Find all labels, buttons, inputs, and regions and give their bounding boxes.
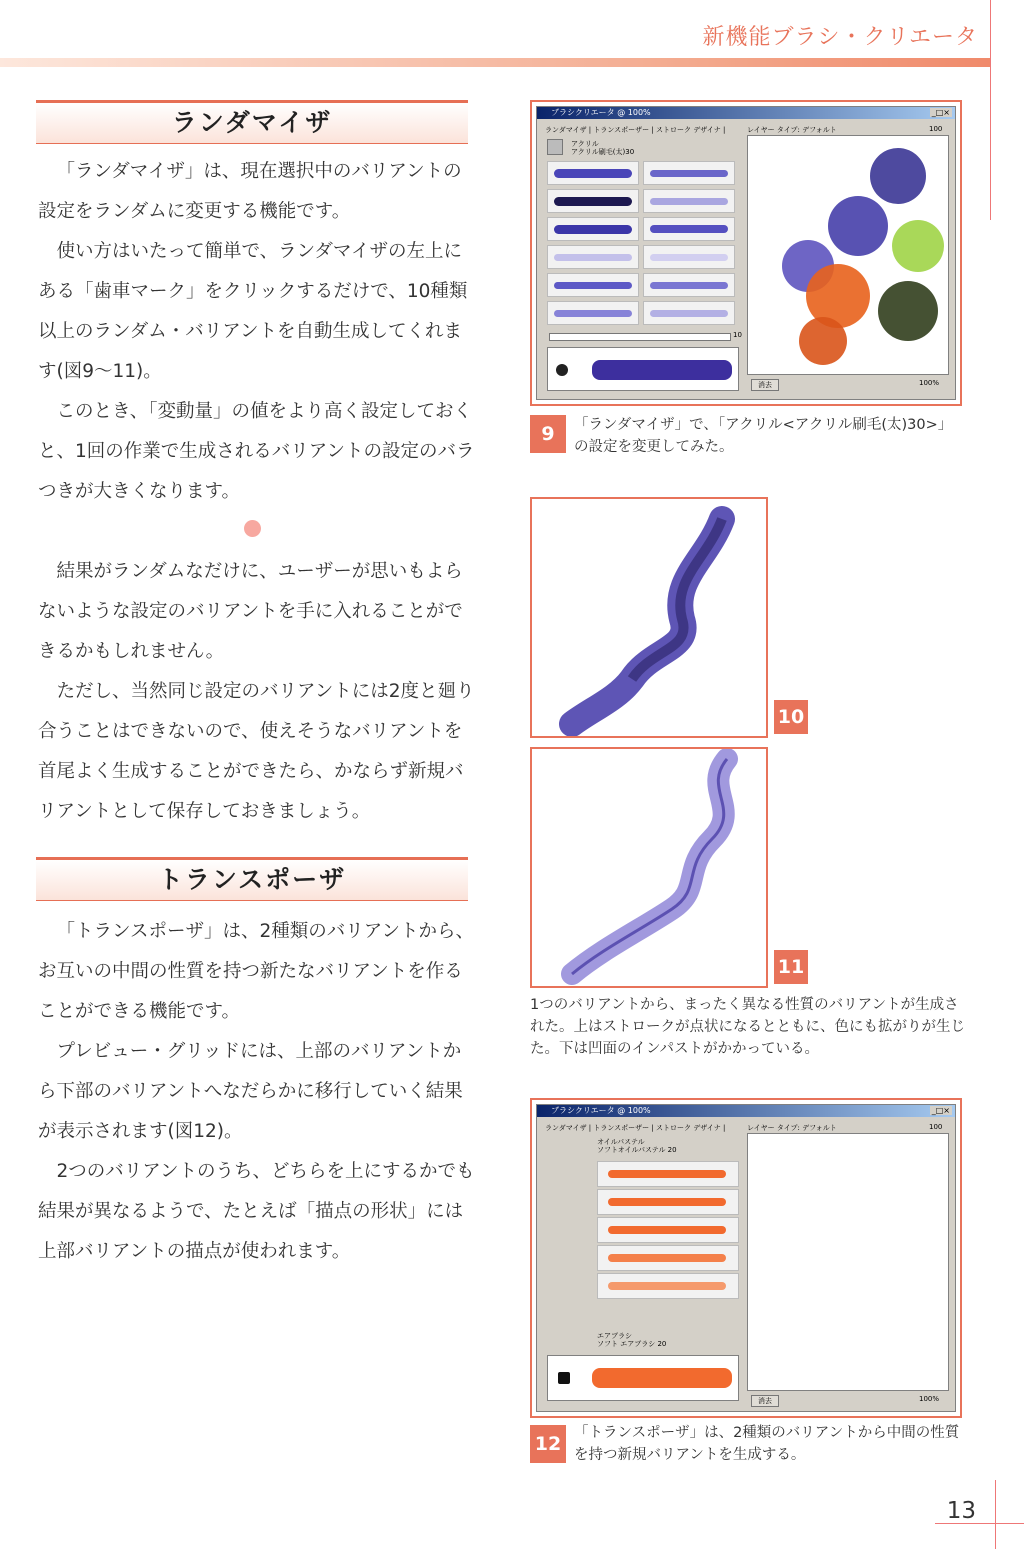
scratch-pad[interactable] — [747, 135, 949, 375]
transposer-body — [38, 912, 478, 1272]
randomizer-body — [38, 152, 478, 512]
variant-name: アクリル刷毛(太)30 — [571, 148, 635, 156]
stroke-preview — [547, 1355, 739, 1401]
stroke-blob — [878, 281, 938, 341]
zoom-value: 100% — [919, 1395, 940, 1403]
variant-cell[interactable] — [643, 301, 735, 325]
variant-cell[interactable] — [547, 217, 639, 241]
top-variant-name: ソフトオイルパステル 20 — [597, 1146, 677, 1154]
window-controls[interactable]: _□× — [931, 1106, 950, 1115]
figure-number: 11 — [774, 950, 808, 984]
variant-cell[interactable] — [643, 161, 735, 185]
randomizer-body-2 — [38, 552, 478, 832]
window-title: ブラシクリエータ @ 100% — [537, 107, 955, 119]
transposer-cell[interactable] — [597, 1217, 739, 1243]
paragraph: プレビュー・グリッドには、上部のバリアントから下部のバリアントへなだらかに移行していく結果が表示されます(図12)。 — [38, 1041, 463, 1142]
transposer-cell[interactable] — [597, 1273, 739, 1299]
window-title: ブラシクリエータ @ 100% — [537, 1105, 955, 1117]
scratch-pad[interactable] — [747, 1133, 949, 1391]
stroke-preview — [547, 347, 739, 391]
bottom-variant-name: ソフト エアブラシ 20 — [597, 1340, 667, 1348]
clear-button[interactable]: 消去 — [751, 379, 779, 391]
variant-cell[interactable] — [547, 245, 639, 269]
clear-button[interactable]: 消去 — [751, 1395, 779, 1407]
figure-11 — [530, 747, 768, 988]
figure-12 — [530, 1098, 962, 1418]
preview-stroke — [592, 1368, 732, 1388]
crop-mark-line — [995, 1480, 996, 1549]
section-heading-randomizer: ランダマイザ — [36, 100, 468, 144]
paragraph: 使い方はいたって簡単で、ランダマイザの左上にある「歯車マーク」をクリックするだけで、10種類以上のランダム・バリアントを自動生成してくれます(図9〜11)。 — [38, 241, 468, 382]
tab-bar[interactable]: ランダマイザ | トランスポーザー | ストローク デザイナ | — [545, 1124, 726, 1132]
layer-type-label: レイヤー タイプ: デフォルト — [747, 126, 837, 134]
variant-cell[interactable] — [643, 245, 735, 269]
dotted-stroke-image — [532, 499, 766, 736]
stroke-blob — [870, 148, 926, 204]
transposer-cell[interactable] — [597, 1161, 739, 1187]
crop-mark-line — [990, 0, 991, 220]
separator-dot — [244, 520, 261, 537]
gear-icon[interactable] — [547, 139, 563, 155]
transposer-cell[interactable] — [597, 1245, 739, 1271]
bottom-variant-category: エアブラシ — [597, 1332, 632, 1340]
section-heading-transposer: トランスポーザ — [36, 857, 468, 901]
stroke-blob — [799, 317, 847, 365]
brush-creator-window — [536, 1104, 956, 1412]
page-number: 13 — [946, 1498, 976, 1524]
variant-cell[interactable] — [547, 189, 639, 213]
preview-stroke — [592, 360, 732, 380]
slider-value: 10 — [733, 331, 742, 339]
dab-shape — [556, 364, 568, 376]
impasto-stroke-image — [532, 749, 766, 986]
paragraph: 結果がランダムなだけに、ユーザーが思いもよらないような設定のバリアントを手に入れることができるかもしれません。 — [38, 561, 463, 662]
size-value: 100 — [929, 1123, 943, 1131]
zoom-value: 100% — [919, 379, 940, 387]
paragraph: このとき、「変動量」の値をより高く設定しておくと、1回の作業で生成されるバリアントの設定のバラつきが大きくなります。 — [38, 401, 475, 502]
variance-slider[interactable] — [549, 333, 731, 341]
running-header: 新機能ブラシ・クリエータ — [702, 25, 978, 50]
brush-creator-window — [536, 106, 956, 400]
figure-9 — [530, 100, 962, 406]
top-variant-category: オイルパステル — [597, 1138, 645, 1146]
window-controls[interactable]: _□× — [931, 108, 950, 117]
variant-cell[interactable] — [547, 273, 639, 297]
stroke-blob — [892, 220, 944, 272]
variant-cell[interactable] — [547, 301, 639, 325]
header-rule — [0, 58, 990, 67]
size-value: 100 — [929, 125, 943, 133]
figure-caption: 1つのバリアントから、まったく異なる性質のバリアントが生成された。上はストロークが点状になるとともに、色にも拡がりが生じた。下は凹面のインパストがかかっている。 — [530, 997, 965, 1057]
scratch-pad-strokes — [748, 136, 948, 374]
figure-caption: 「ランダマイザ」で、「アクリル<アクリル刷毛(太)30>」の設定を変更してみた。 — [574, 417, 953, 455]
figure-caption: 「トランスポーザ」は、2種類のバリアントから中間の性質を持つ新規バリアントを生成する。 — [574, 1425, 960, 1463]
figure-number: 10 — [774, 700, 808, 734]
figure-number: 9 — [530, 415, 566, 453]
figure-10 — [530, 497, 768, 738]
figure-number: 12 — [530, 1425, 566, 1463]
tab-bar[interactable]: ランダマイザ | トランスポーザー | ストローク デザイナ | — [545, 126, 726, 134]
paragraph: 「ランダマイザ」は、現在選択中のバリアントの設定をランダムに変更する機能です。 — [38, 161, 462, 222]
paragraph: 2つのバリアントのうち、どちらを上にするかでも結果が異なるようで、たとえば「描点の形状」には上部バリアントの描点が使われます。 — [38, 1161, 475, 1262]
stroke-blob — [828, 196, 888, 256]
variant-category: アクリル — [571, 140, 599, 148]
stroke-path — [572, 759, 727, 974]
variant-cell[interactable] — [643, 273, 735, 297]
transposer-cell[interactable] — [597, 1189, 739, 1215]
variant-cell[interactable] — [643, 189, 735, 213]
variant-cell[interactable] — [547, 161, 639, 185]
paragraph: ただし、当然同じ設定のバリアントには2度と廻り合うことはできないので、使えそうなバリアントを首尾よく生成することができたら、かならず新規バリアントとして保存しておきましょう。 — [38, 681, 475, 822]
variant-cell[interactable] — [643, 217, 735, 241]
layer-type-label: レイヤー タイプ: デフォルト — [747, 1124, 837, 1132]
paragraph: 「トランスポーザ」は、2種類のバリアントから、お互いの中間の性質を持つ新たなバリアントを作ることができる機能です。 — [38, 921, 474, 1022]
dab-shape — [558, 1372, 570, 1384]
